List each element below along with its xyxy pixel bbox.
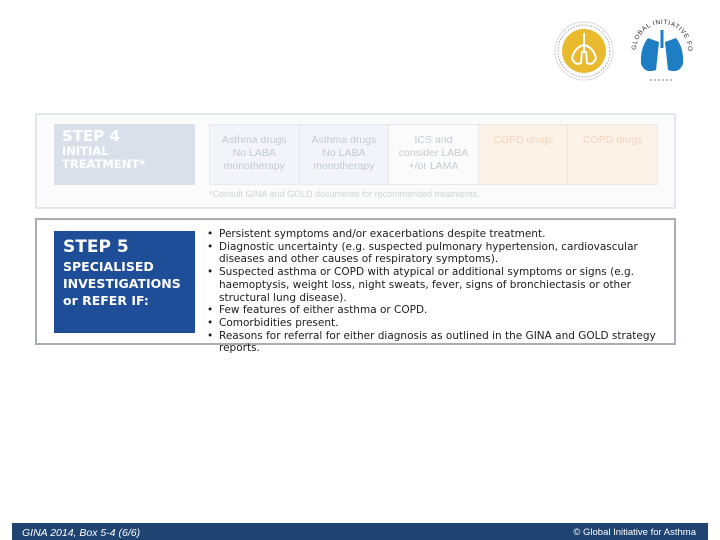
treatment-cell-asthma-2	[300, 125, 390, 184]
footer-bar	[12, 523, 708, 540]
cell-line: Asthma drugs	[221, 134, 287, 146]
cell-line: Asthma drugs	[311, 134, 377, 146]
gina-logo	[628, 14, 696, 86]
cell-line: No LABA	[322, 147, 366, 159]
treatment-cell-copd-1	[479, 125, 569, 184]
step4-panel	[35, 113, 676, 209]
step4-subtitle-line2: TREATMENT*	[62, 156, 146, 171]
cell-line: COPD drugs	[582, 134, 643, 146]
treatment-cell-asthma-1	[210, 125, 300, 184]
cell-line: COPD drugs	[493, 134, 553, 146]
step4-treatment-row	[209, 124, 658, 185]
list-item: • Diagnostic uncertainty (e.g. suspected pulmonary hypertension, cardiovascular diseases and other causes of respiratory symptoms).	[207, 241, 669, 266]
svg-text:GLOBAL INITIATIVE FOR: GLOBAL INITIATIVE FO	[630, 18, 694, 52]
source-citation: GINA 2014, Box 5-4 (6/6)	[22, 527, 141, 539]
list-item: • Reasons for referral for either diagnosis as outlined in the GINA and GOLD strategy reports.	[207, 330, 669, 355]
step5-label-box	[54, 231, 195, 333]
cell-line: consider LABA	[398, 147, 469, 159]
list-item: • Suspected asthma or COPD with atypical or additional symptoms or signs (e.g. haemoptysis, weight loss, night sweats, fever, signs of bronchiectasis or other structural lung disease).	[207, 266, 669, 304]
treatment-cell-copd-2	[568, 125, 657, 184]
cell-line: monotherapy	[313, 160, 375, 172]
step5-subtitle-line1: SPECIALISED	[63, 259, 154, 274]
step4-footnote: *Consult GINA and GOLD documents for recommended treatments.	[209, 189, 480, 199]
step5-subtitle-line3: or REFER IF:	[63, 293, 149, 308]
step4-label-box	[54, 124, 195, 185]
copyright-notice: © Global Initiative for Asthma	[573, 527, 696, 538]
list-item: • Few features of either asthma or COPD.	[207, 304, 669, 317]
cell-line: monotherapy	[223, 160, 285, 172]
step5-subtitle-line2: INVESTIGATIONS	[63, 276, 181, 291]
step4-title: STEP 4	[62, 127, 120, 145]
step5-panel	[35, 218, 676, 355]
cell-line: No LABA	[232, 147, 276, 159]
gold-logo	[553, 20, 615, 82]
list-item: • Persistent symptoms and/or exacerbations despite treatment.	[207, 228, 669, 241]
list-item: • Comorbidities present.	[207, 317, 669, 330]
step5-title: STEP 5	[63, 237, 129, 257]
referral-criteria-list	[207, 228, 669, 355]
treatment-cell-ics	[389, 125, 479, 184]
cell-line: +/or LAMA	[408, 160, 459, 172]
step4-subtitle-line1: INITIAL	[62, 143, 109, 158]
cell-line: ICS and	[414, 134, 453, 146]
